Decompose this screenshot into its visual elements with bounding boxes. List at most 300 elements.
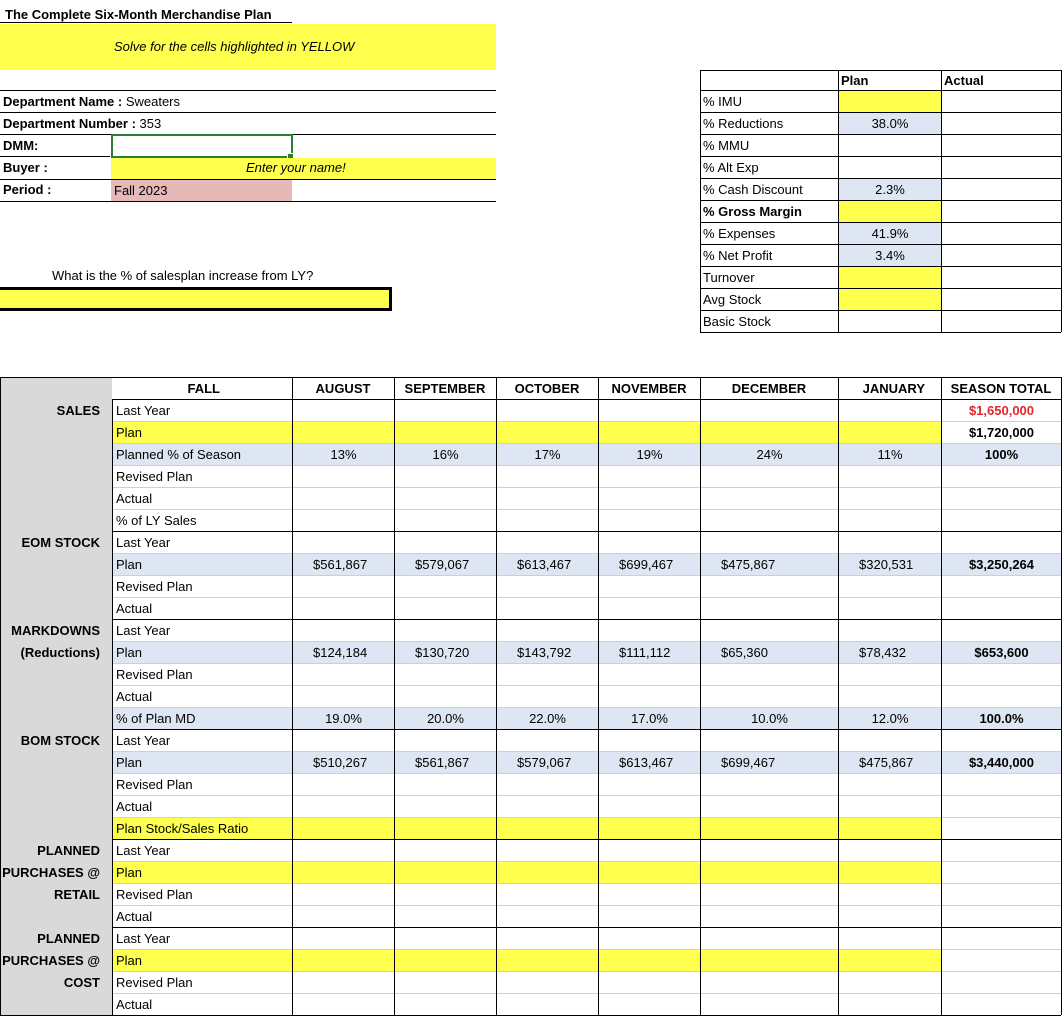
season-total-cell[interactable] bbox=[942, 994, 1061, 1015]
instruction-text: Solve for the cells highlighted in YELLOW bbox=[114, 39, 355, 54]
sheet-title: The Complete Six-Month Merchandise Plan bbox=[5, 7, 272, 22]
plan-cell[interactable] bbox=[395, 928, 496, 949]
plan-cell[interactable] bbox=[395, 862, 496, 883]
buyer-prompt: Enter your name! bbox=[246, 160, 346, 175]
metric-plan-cell[interactable] bbox=[838, 311, 941, 332]
plan-cell[interactable] bbox=[395, 532, 496, 553]
title-underline bbox=[0, 22, 292, 23]
row-label: Actual bbox=[116, 491, 153, 506]
plan-cell[interactable] bbox=[395, 884, 496, 905]
plan-cell[interactable] bbox=[839, 818, 941, 839]
plan-cell[interactable] bbox=[497, 510, 598, 531]
plan-cell[interactable] bbox=[293, 994, 394, 1015]
plan-cell[interactable]: $579,067 bbox=[497, 752, 598, 773]
metrics-col-line bbox=[941, 70, 942, 332]
plan-cell[interactable] bbox=[293, 400, 394, 421]
season-total-cell[interactable]: $1,720,000 bbox=[968, 425, 1035, 440]
season-total-cell[interactable] bbox=[942, 884, 1061, 905]
dmm-input-cell[interactable] bbox=[111, 134, 293, 158]
season-total-cell[interactable] bbox=[942, 928, 1061, 949]
row-label: Last Year bbox=[116, 843, 171, 858]
plan-cell[interactable]: 11% bbox=[839, 444, 941, 465]
season-total-cell[interactable]: 100% bbox=[942, 444, 1061, 465]
row-label: Revised Plan bbox=[116, 469, 193, 484]
plan-cell[interactable] bbox=[497, 884, 598, 905]
metric-plan-cell[interactable] bbox=[839, 289, 941, 310]
plan-cell[interactable]: 17% bbox=[497, 444, 598, 465]
month-col-line bbox=[941, 377, 942, 1015]
season-total-cell[interactable] bbox=[942, 774, 1061, 795]
season-total-cell[interactable] bbox=[942, 664, 1061, 685]
plan-cell[interactable] bbox=[599, 466, 700, 487]
plan-cell[interactable] bbox=[599, 422, 700, 443]
plan-cell[interactable]: $143,792 bbox=[497, 642, 598, 663]
season-total-header[interactable]: SEASON TOTAL bbox=[950, 381, 1052, 396]
section-name: PLANNED bbox=[37, 931, 100, 946]
month-header-october[interactable]: OCTOBER bbox=[514, 381, 580, 396]
plan-cell[interactable] bbox=[497, 664, 598, 685]
month-col-line bbox=[394, 377, 395, 1015]
metric-actual-cell[interactable] bbox=[941, 157, 1061, 179]
plan-cell[interactable] bbox=[599, 598, 700, 619]
plan-cell[interactable] bbox=[599, 906, 700, 927]
plan-cell[interactable] bbox=[293, 884, 394, 905]
row-label: Revised Plan bbox=[116, 887, 193, 902]
metric-actual-cell[interactable] bbox=[941, 267, 1061, 289]
plan-cell[interactable]: $699,467 bbox=[701, 752, 838, 773]
plan-cell[interactable] bbox=[497, 466, 598, 487]
metric-plan-cell[interactable] bbox=[838, 157, 941, 178]
plan-cell[interactable]: 12.0% bbox=[839, 708, 941, 729]
plan-cell[interactable] bbox=[701, 510, 838, 531]
plan-cell[interactable] bbox=[839, 422, 941, 443]
season-total-cell[interactable]: $653,600 bbox=[942, 642, 1061, 663]
plan-cell[interactable] bbox=[839, 906, 941, 927]
month-header-august[interactable]: AUGUST bbox=[315, 381, 371, 396]
season-total-cell[interactable]: $1,650,000 bbox=[968, 403, 1035, 418]
season-total-cell[interactable] bbox=[942, 510, 1061, 531]
metric-plan-cell[interactable]: 2.3% bbox=[839, 179, 941, 200]
section-name: EOM STOCK bbox=[21, 535, 100, 550]
plan-cell[interactable] bbox=[395, 576, 496, 597]
plan-cell[interactable]: $510,267 bbox=[293, 752, 394, 773]
plan-cell[interactable] bbox=[701, 400, 838, 421]
season-total-cell[interactable] bbox=[942, 972, 1061, 993]
metric-label: Avg Stock bbox=[703, 292, 762, 307]
plan-cell[interactable] bbox=[497, 906, 598, 927]
plan-cell[interactable] bbox=[293, 488, 394, 509]
plan-cell[interactable]: $613,467 bbox=[599, 752, 700, 773]
plan-cell[interactable] bbox=[599, 840, 700, 861]
plan-cell[interactable] bbox=[497, 774, 598, 795]
metrics-actual-header: Actual bbox=[944, 73, 984, 88]
season-total-cell[interactable] bbox=[942, 730, 1061, 751]
season-total-cell[interactable] bbox=[942, 950, 1061, 971]
plan-cell[interactable] bbox=[293, 906, 394, 927]
season-total-cell[interactable] bbox=[942, 532, 1061, 553]
plan-cell[interactable] bbox=[599, 796, 700, 817]
plan-cell[interactable] bbox=[293, 532, 394, 553]
plan-cell[interactable] bbox=[839, 774, 941, 795]
period-value[interactable]: Fall 2023 bbox=[111, 180, 292, 202]
plan-cell[interactable] bbox=[599, 928, 700, 949]
label-col-line bbox=[112, 399, 113, 1015]
plan-cell[interactable] bbox=[395, 488, 496, 509]
section-divider bbox=[0, 1015, 1061, 1016]
dept-number-value: 353 bbox=[139, 116, 162, 131]
row-label: Last Year bbox=[116, 733, 171, 748]
season-total-cell[interactable] bbox=[942, 598, 1061, 619]
plan-cell[interactable]: $579,067 bbox=[395, 554, 496, 575]
plan-cell[interactable] bbox=[293, 796, 394, 817]
plan-cell[interactable] bbox=[395, 422, 496, 443]
plan-cell[interactable] bbox=[839, 576, 941, 597]
plan-left-border bbox=[0, 377, 1, 1015]
season-total-cell[interactable]: $3,440,000 bbox=[942, 752, 1061, 773]
metric-actual-cell[interactable] bbox=[941, 289, 1061, 311]
plan-cell[interactable] bbox=[839, 510, 941, 531]
plan-cell[interactable] bbox=[293, 576, 394, 597]
dept-name-row[interactable] bbox=[0, 91, 300, 113]
metric-plan-cell[interactable] bbox=[839, 267, 941, 288]
plan-cell[interactable] bbox=[701, 774, 838, 795]
plan-cell[interactable] bbox=[293, 818, 394, 839]
plan-cell[interactable]: $124,184 bbox=[293, 642, 394, 663]
plan-cell[interactable] bbox=[497, 620, 598, 641]
plan-cell[interactable] bbox=[839, 686, 941, 707]
plan-cell[interactable] bbox=[293, 664, 394, 685]
dept-number-label: Department Number : bbox=[3, 116, 140, 131]
plan-cell[interactable] bbox=[599, 532, 700, 553]
plan-cell[interactable] bbox=[701, 818, 838, 839]
plan-cell[interactable] bbox=[701, 862, 838, 883]
month-header-december[interactable]: DECEMBER bbox=[731, 381, 807, 396]
metric-plan-cell[interactable]: 3.4% bbox=[839, 245, 941, 266]
plan-cell[interactable] bbox=[839, 620, 941, 641]
plan-cell[interactable] bbox=[293, 466, 394, 487]
plan-cell[interactable] bbox=[599, 620, 700, 641]
plan-cell[interactable] bbox=[395, 906, 496, 927]
metrics-col-line bbox=[838, 70, 839, 332]
plan-cell[interactable] bbox=[293, 620, 394, 641]
plan-cell[interactable] bbox=[599, 862, 700, 883]
section-name: PURCHASES @ bbox=[2, 865, 100, 880]
answer-input-cell[interactable] bbox=[0, 287, 392, 311]
plan-cell[interactable] bbox=[839, 950, 941, 971]
metric-label: % Reductions bbox=[703, 116, 784, 131]
plan-cell[interactable] bbox=[395, 400, 496, 421]
plan-cell[interactable] bbox=[701, 466, 838, 487]
season-total-cell[interactable] bbox=[942, 840, 1061, 861]
plan-cell[interactable] bbox=[839, 532, 941, 553]
row-label: Revised Plan bbox=[116, 579, 193, 594]
metric-actual-cell[interactable] bbox=[941, 91, 1061, 113]
row-label: Actual bbox=[116, 689, 153, 704]
season-total-cell[interactable] bbox=[942, 818, 1061, 839]
plan-cell[interactable] bbox=[599, 774, 700, 795]
plan-cell[interactable] bbox=[599, 950, 700, 971]
plan-cell[interactable] bbox=[839, 928, 941, 949]
metric-label: % IMU bbox=[703, 94, 742, 109]
plan-cell[interactable] bbox=[599, 510, 700, 531]
plan-cell[interactable] bbox=[599, 400, 700, 421]
season-total-cell[interactable] bbox=[942, 796, 1061, 817]
row-label: Last Year bbox=[116, 403, 171, 418]
plan-cell[interactable]: 20.0% bbox=[395, 708, 496, 729]
month-header-november[interactable]: NOVEMBER bbox=[611, 381, 687, 396]
dept-name-value: Sweaters bbox=[125, 94, 181, 109]
plan-cell[interactable] bbox=[395, 466, 496, 487]
section-name: (Reductions) bbox=[20, 645, 100, 660]
plan-cell[interactable]: $78,432 bbox=[839, 642, 941, 663]
section-name: MARKDOWNS bbox=[11, 623, 100, 638]
plan-cell[interactable] bbox=[599, 664, 700, 685]
row-label: Actual bbox=[116, 909, 153, 924]
plan-cell[interactable] bbox=[395, 972, 496, 993]
plan-cell[interactable] bbox=[701, 796, 838, 817]
plan-cell[interactable] bbox=[497, 576, 598, 597]
plan-cell[interactable] bbox=[497, 994, 598, 1015]
plan-cell[interactable]: $613,467 bbox=[497, 554, 598, 575]
dept-name-label: Department Name : bbox=[3, 94, 126, 109]
metric-label: % MMU bbox=[703, 138, 750, 153]
plan-cell[interactable] bbox=[839, 466, 941, 487]
plan-cell[interactable] bbox=[293, 686, 394, 707]
metric-actual-cell[interactable] bbox=[941, 223, 1061, 245]
season-total-cell[interactable] bbox=[942, 488, 1061, 509]
plan-cell[interactable] bbox=[599, 818, 700, 839]
plan-cell[interactable] bbox=[599, 576, 700, 597]
plan-cell[interactable] bbox=[497, 928, 598, 949]
plan-cell[interactable]: $111,112 bbox=[599, 642, 700, 663]
plan-cell[interactable]: $475,867 bbox=[701, 554, 838, 575]
metric-actual-cell[interactable] bbox=[941, 135, 1061, 157]
plan-cell[interactable] bbox=[701, 620, 838, 641]
plan-cell[interactable] bbox=[293, 510, 394, 531]
section-name: RETAIL bbox=[54, 887, 100, 902]
plan-cell[interactable] bbox=[839, 840, 941, 861]
plan-cell[interactable] bbox=[701, 576, 838, 597]
season-total-cell[interactable] bbox=[942, 466, 1061, 487]
plan-cell[interactable] bbox=[293, 862, 394, 883]
season-total-cell[interactable] bbox=[942, 620, 1061, 641]
section-name: BOM STOCK bbox=[20, 733, 100, 748]
metric-actual-cell[interactable] bbox=[941, 179, 1061, 201]
plan-cell[interactable] bbox=[701, 686, 838, 707]
row-label: Actual bbox=[116, 997, 153, 1012]
metric-plan-cell[interactable]: 38.0% bbox=[839, 113, 941, 134]
plan-cell[interactable] bbox=[701, 422, 838, 443]
plan-cell[interactable] bbox=[701, 488, 838, 509]
plan-cell[interactable] bbox=[839, 598, 941, 619]
plan-cell[interactable] bbox=[497, 730, 598, 751]
metric-plan-cell[interactable] bbox=[838, 135, 941, 156]
plan-cell[interactable]: 10.0% bbox=[701, 708, 838, 729]
plan-cell[interactable] bbox=[395, 686, 496, 707]
plan-cell[interactable] bbox=[599, 686, 700, 707]
section-name: SALES bbox=[56, 403, 100, 418]
plan-cell[interactable] bbox=[701, 598, 838, 619]
period-label: Period : bbox=[3, 182, 52, 197]
metrics-plan-header: Plan bbox=[841, 73, 869, 88]
plan-cell[interactable]: $130,720 bbox=[395, 642, 496, 663]
plan-cell[interactable] bbox=[293, 774, 394, 795]
plan-cell[interactable] bbox=[839, 730, 941, 751]
metrics-left-border bbox=[700, 70, 701, 332]
plan-cell[interactable] bbox=[395, 620, 496, 641]
metric-label: Turnover bbox=[703, 270, 755, 285]
row-label: % of LY Sales bbox=[116, 513, 197, 528]
dmm-label: DMM: bbox=[3, 138, 39, 153]
metric-actual-cell[interactable] bbox=[941, 245, 1061, 267]
month-col-line bbox=[598, 377, 599, 1015]
metric-label: % Expenses bbox=[703, 226, 776, 241]
season-header: FALL bbox=[187, 381, 220, 396]
plan-cell[interactable] bbox=[701, 906, 838, 927]
plan-cell[interactable] bbox=[497, 796, 598, 817]
season-total-cell[interactable]: $3,250,264 bbox=[942, 554, 1061, 575]
month-col-line bbox=[838, 377, 839, 1015]
season-total-cell[interactable] bbox=[942, 906, 1061, 927]
plan-cell[interactable] bbox=[395, 730, 496, 751]
plan-cell[interactable] bbox=[497, 818, 598, 839]
plan-cell[interactable] bbox=[293, 972, 394, 993]
plan-cell[interactable] bbox=[497, 862, 598, 883]
dept-number-row[interactable] bbox=[0, 113, 300, 135]
metrics-bottom-border bbox=[700, 332, 1061, 333]
plan-cell[interactable] bbox=[395, 796, 496, 817]
plan-cell[interactable] bbox=[395, 840, 496, 861]
plan-cell[interactable] bbox=[839, 994, 941, 1015]
plan-cell[interactable] bbox=[497, 950, 598, 971]
plan-cell[interactable] bbox=[497, 422, 598, 443]
row-label: Actual bbox=[116, 799, 153, 814]
plan-cell[interactable] bbox=[599, 488, 700, 509]
row-label: Last Year bbox=[116, 535, 171, 550]
plan-cell[interactable] bbox=[395, 818, 496, 839]
metric-label: % Gross Margin bbox=[703, 204, 802, 219]
plan-cell[interactable]: 24% bbox=[701, 444, 838, 465]
plan-cell[interactable] bbox=[293, 950, 394, 971]
plan-cell[interactable]: 16% bbox=[395, 444, 496, 465]
plan-cell[interactable] bbox=[395, 994, 496, 1015]
plan-cell[interactable] bbox=[497, 400, 598, 421]
plan-cell[interactable] bbox=[839, 884, 941, 905]
metric-label: Basic Stock bbox=[703, 314, 771, 329]
season-total-cell[interactable] bbox=[942, 686, 1061, 707]
plan-cell[interactable] bbox=[599, 994, 700, 1015]
metric-actual-cell[interactable] bbox=[941, 201, 1061, 223]
plan-cell[interactable]: $699,467 bbox=[599, 554, 700, 575]
plan-cell[interactable]: 17.0% bbox=[599, 708, 700, 729]
section-name: PURCHASES @ bbox=[2, 953, 100, 968]
plan-cell[interactable] bbox=[701, 664, 838, 685]
plan-cell[interactable] bbox=[701, 950, 838, 971]
plan-cell[interactable] bbox=[839, 972, 941, 993]
plan-cell[interactable] bbox=[293, 730, 394, 751]
row-label: Revised Plan bbox=[116, 975, 193, 990]
plan-cell[interactable] bbox=[839, 862, 941, 883]
plan-cell[interactable] bbox=[701, 884, 838, 905]
plan-cell[interactable]: $561,867 bbox=[293, 554, 394, 575]
plan-cell[interactable] bbox=[701, 972, 838, 993]
season-total-cell[interactable] bbox=[942, 862, 1061, 883]
plan-cell[interactable] bbox=[497, 686, 598, 707]
row-label: Plan bbox=[113, 554, 292, 575]
row-label: Revised Plan bbox=[116, 667, 193, 682]
metric-plan-cell[interactable] bbox=[839, 91, 941, 112]
plan-cell[interactable] bbox=[497, 532, 598, 553]
plan-cell[interactable] bbox=[395, 664, 496, 685]
plan-cell[interactable]: $320,531 bbox=[839, 554, 941, 575]
plan-cell[interactable] bbox=[293, 840, 394, 861]
plan-cell[interactable]: 13% bbox=[293, 444, 394, 465]
month-header-september[interactable]: SEPTEMBER bbox=[404, 381, 486, 396]
plan-cell[interactable] bbox=[293, 422, 394, 443]
plan-cell[interactable] bbox=[395, 598, 496, 619]
row-label: Plan bbox=[113, 422, 292, 443]
plan-cell[interactable] bbox=[497, 840, 598, 861]
month-header-january[interactable]: JANUARY bbox=[862, 381, 925, 396]
plan-cell[interactable] bbox=[395, 510, 496, 531]
plan-cell[interactable]: $561,867 bbox=[395, 752, 496, 773]
row-label: Last Year bbox=[116, 623, 171, 638]
plan-cell[interactable] bbox=[701, 730, 838, 751]
plan-cell[interactable] bbox=[839, 796, 941, 817]
month-col-line bbox=[700, 377, 701, 1015]
plan-cell[interactable] bbox=[839, 400, 941, 421]
plan-cell[interactable] bbox=[599, 730, 700, 751]
buyer-label: Buyer : bbox=[3, 160, 48, 175]
plan-cell[interactable] bbox=[497, 972, 598, 993]
plan-cell[interactable] bbox=[395, 774, 496, 795]
metric-plan-cell[interactable] bbox=[839, 201, 941, 222]
season-total-cell[interactable] bbox=[942, 576, 1061, 597]
metric-actual-cell[interactable] bbox=[941, 113, 1061, 135]
metric-label: % Net Profit bbox=[703, 248, 773, 263]
plan-cell[interactable] bbox=[497, 598, 598, 619]
plan-cell[interactable]: $65,360 bbox=[701, 642, 838, 663]
plan-cell[interactable] bbox=[701, 994, 838, 1015]
month-col-line bbox=[496, 377, 497, 1015]
plan-cell[interactable]: 19.0% bbox=[293, 708, 394, 729]
plan-cell[interactable]: 19% bbox=[599, 444, 700, 465]
metric-actual-cell[interactable] bbox=[941, 311, 1061, 333]
plan-cell[interactable] bbox=[839, 488, 941, 509]
plan-cell[interactable] bbox=[293, 928, 394, 949]
plan-cell[interactable]: $475,867 bbox=[839, 752, 941, 773]
metric-label: % Alt Exp bbox=[703, 160, 759, 175]
question-text: What is the % of salesplan increase from LY? bbox=[52, 268, 314, 283]
metric-plan-cell[interactable]: 41.9% bbox=[839, 223, 941, 244]
plan-cell[interactable] bbox=[599, 972, 700, 993]
plan-cell[interactable] bbox=[395, 950, 496, 971]
row-label: Plan bbox=[113, 950, 292, 971]
plan-cell[interactable] bbox=[701, 840, 838, 861]
row-label: Revised Plan bbox=[116, 777, 193, 792]
plan-cell[interactable] bbox=[293, 598, 394, 619]
plan-cell[interactable] bbox=[599, 884, 700, 905]
season-total-cell[interactable]: 100.0% bbox=[942, 708, 1061, 729]
row-label: Plan bbox=[113, 752, 292, 773]
plan-cell[interactable] bbox=[497, 488, 598, 509]
month-col-line bbox=[292, 377, 293, 1015]
plan-cell[interactable] bbox=[701, 532, 838, 553]
plan-cell[interactable] bbox=[839, 664, 941, 685]
plan-cell[interactable]: 22.0% bbox=[497, 708, 598, 729]
row-label: Plan Stock/Sales Ratio bbox=[113, 818, 292, 839]
plan-cell[interactable] bbox=[701, 928, 838, 949]
